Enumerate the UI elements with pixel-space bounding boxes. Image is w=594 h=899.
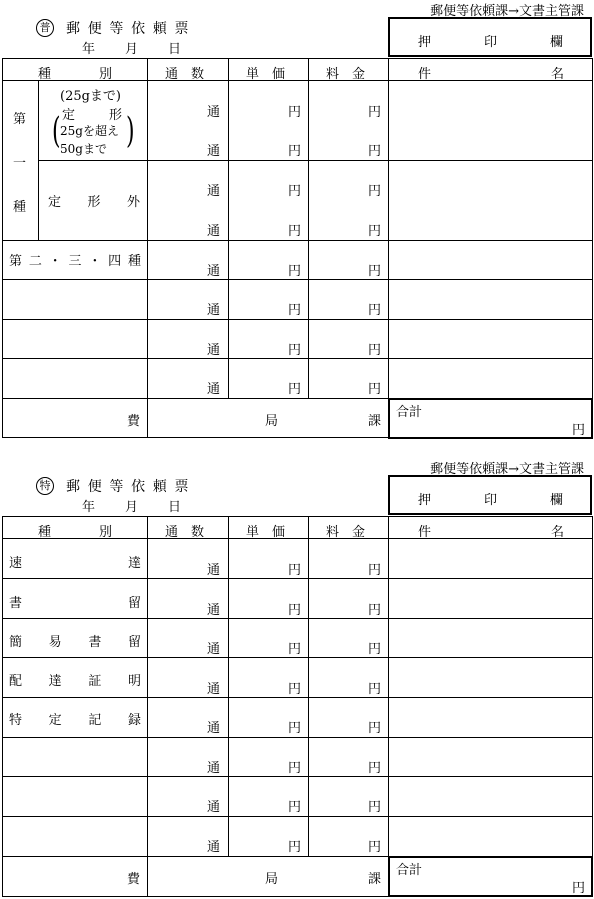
table-rule [2, 319, 592, 320]
unit-yen: 円 [368, 105, 382, 120]
table-rule [2, 776, 592, 777]
stamp-box [388, 17, 592, 57]
row-label-registered [9, 592, 141, 611]
unit-yen: 円 [368, 382, 382, 397]
unit-yen: 円 [368, 840, 382, 855]
routing-label: 郵便等依頼課→文書主管課 [430, 4, 584, 19]
header-subject [418, 63, 564, 82]
table-rule [2, 737, 592, 738]
total-label: 合計 [396, 863, 423, 878]
registered-char-1: 書 [9, 596, 23, 611]
paren-left: ( [52, 112, 61, 153]
standard-label [62, 104, 122, 123]
certified-record-char-1: 特 [9, 713, 23, 728]
footer-bureau: 局 [265, 872, 279, 887]
unit-yen: 円 [368, 603, 382, 618]
unit-yen: 円 [368, 563, 382, 578]
unit-tsu: 通 [207, 603, 221, 618]
registered-char-2: 留 [127, 596, 141, 611]
unit-yen: 円 [368, 224, 382, 239]
header-fee: 料 金 [326, 525, 366, 540]
unit-yen: 円 [368, 184, 382, 199]
form-title [36, 18, 196, 38]
first-class-char-1: 第 [13, 112, 27, 127]
nonstandard-char-2: 形 [87, 195, 101, 210]
year-label: 年 [82, 500, 96, 515]
header-type-1: 種 [38, 525, 52, 540]
table-rule [388, 516, 389, 896]
row-label-express [9, 552, 141, 571]
oc-1: 第 [9, 254, 23, 269]
paren-right: ) [126, 112, 135, 153]
unit-yen: 円 [288, 105, 302, 120]
title-text: 郵便等依頼票 [66, 21, 197, 37]
header-type [38, 63, 112, 82]
row-label-certified-record [9, 709, 141, 728]
nonstandard-char-3: 外 [126, 195, 140, 210]
header-count: 通 数 [165, 525, 205, 540]
header-type-1: 種 [38, 67, 52, 82]
unit-yen: 円 [368, 303, 382, 318]
simple-registered-char-1: 簡 [9, 635, 23, 650]
unit-yen: 円 [288, 761, 302, 776]
table-rule [2, 58, 592, 59]
express-char-1: 速 [9, 556, 23, 571]
unit-yen: 円 [288, 642, 302, 657]
table-rule [2, 358, 592, 359]
table-rule [2, 657, 592, 658]
unit-tsu: 通 [207, 264, 221, 279]
standard-over-note [52, 112, 135, 158]
other-classes-label [9, 250, 141, 269]
header-subject-1: 件 [418, 525, 432, 540]
footer-expense: 費 [127, 872, 141, 887]
table-rule [2, 697, 592, 698]
unit-tsu: 通 [207, 563, 221, 578]
oc-3: ・ [48, 254, 62, 269]
first-class-char-3: 種 [13, 200, 27, 215]
table-rule [2, 516, 3, 896]
unit-tsu: 通 [207, 224, 221, 239]
table-rule [2, 437, 388, 438]
up-to-50g: 50gまで [60, 142, 107, 156]
date-field [82, 38, 181, 57]
table-rule [2, 856, 388, 857]
table-rule [38, 80, 39, 240]
standard-char-2: 形 [108, 108, 122, 123]
unit-yen: 円 [288, 224, 302, 239]
title-text: 郵便等依頼票 [66, 479, 197, 495]
oc-7: 種 [127, 254, 141, 269]
unit-yen: 円 [368, 343, 382, 358]
unit-yen: 円 [288, 603, 302, 618]
table-rule [592, 516, 593, 856]
unit-tsu: 通 [207, 343, 221, 358]
total-yen: 円 [572, 881, 586, 896]
unit-tsu: 通 [207, 144, 221, 159]
table-rule [388, 58, 389, 437]
table-rule [2, 516, 592, 517]
postal-request-form-special [0, 458, 594, 898]
oc-5: ・ [88, 254, 102, 269]
month-label: 月 [125, 42, 139, 57]
unit-yen: 円 [368, 761, 382, 776]
table-rule [147, 58, 148, 437]
month-label: 月 [125, 500, 139, 515]
unit-yen: 円 [288, 800, 302, 815]
day-label: 日 [168, 500, 182, 515]
header-type [38, 521, 112, 540]
delivery-certificate-char-4: 明 [127, 674, 141, 689]
unit-tsu: 通 [207, 682, 221, 697]
table-rule [2, 279, 592, 280]
unit-yen: 円 [368, 642, 382, 657]
postal-request-form-ordinary [0, 0, 594, 440]
footer-expense: 費 [127, 414, 141, 429]
footer-section: 課 [368, 414, 382, 429]
form-title [36, 476, 196, 496]
standard-weight-note: (25gまで) [60, 89, 122, 104]
oc-2: 二 [28, 254, 42, 269]
simple-registered-char-3: 書 [88, 635, 102, 650]
header-subject-2: 名 [550, 525, 564, 540]
certified-record-char-3: 記 [88, 713, 102, 728]
stamp-label-3: 欄 [550, 35, 564, 50]
table-rule [147, 516, 148, 896]
header-type-2: 別 [98, 67, 112, 82]
table-rule [2, 578, 592, 579]
unit-yen: 円 [368, 264, 382, 279]
stamp-box [388, 475, 592, 515]
first-class-char-2: 一 [13, 156, 27, 171]
header-type-2: 別 [98, 525, 112, 540]
ordinary-mail-mark: 普 [36, 19, 54, 37]
nonstandard-char-1: 定 [48, 195, 62, 210]
stamp-label-1: 押 [418, 35, 432, 50]
year-label: 年 [82, 42, 96, 57]
stamp-label-2: 印 [484, 493, 498, 508]
unit-yen: 円 [368, 682, 382, 697]
table-rule [2, 816, 592, 817]
header-subject [418, 521, 564, 540]
unit-yen: 円 [288, 184, 302, 199]
unit-yen: 円 [288, 303, 302, 318]
header-subject-1: 件 [418, 67, 432, 82]
row-label-delivery-certificate [9, 670, 141, 689]
simple-registered-char-2: 易 [48, 635, 62, 650]
unit-yen: 円 [368, 721, 382, 736]
oc-6: 四 [108, 254, 122, 269]
table-rule [2, 896, 388, 897]
express-char-2: 達 [127, 556, 141, 571]
unit-tsu: 通 [207, 303, 221, 318]
unit-yen: 円 [288, 264, 302, 279]
stamp-label-2: 印 [484, 35, 498, 50]
unit-tsu: 通 [207, 642, 221, 657]
table-rule [2, 618, 592, 619]
delivery-certificate-char-2: 達 [48, 674, 62, 689]
header-unit-price: 単 価 [246, 525, 286, 540]
unit-tsu: 通 [207, 840, 221, 855]
unit-tsu: 通 [207, 721, 221, 736]
row-label-simple-registered [9, 631, 141, 650]
certified-record-char-2: 定 [48, 713, 62, 728]
unit-yen: 円 [288, 840, 302, 855]
footer-section: 課 [368, 872, 382, 887]
table-rule [2, 58, 3, 437]
table-rule [592, 58, 593, 398]
unit-tsu: 通 [207, 800, 221, 815]
unit-tsu: 通 [207, 382, 221, 397]
table-rule [38, 160, 592, 161]
unit-yen: 円 [288, 382, 302, 397]
over-25g: 25gを超え [60, 124, 119, 138]
unit-tsu: 通 [207, 184, 221, 199]
unit-yen: 円 [288, 721, 302, 736]
stamp-label-1: 押 [418, 493, 432, 508]
stamp-label-3: 欄 [550, 493, 564, 508]
nonstandard-label [48, 191, 140, 210]
table-rule [228, 58, 229, 398]
header-count: 通 数 [165, 67, 205, 82]
unit-yen: 円 [368, 800, 382, 815]
delivery-certificate-char-1: 配 [9, 674, 23, 689]
table-rule [228, 516, 229, 856]
unit-yen: 円 [368, 144, 382, 159]
total-yen: 円 [572, 423, 586, 438]
unit-yen: 円 [288, 682, 302, 697]
table-rule [308, 516, 309, 856]
footer-bureau: 局 [265, 414, 279, 429]
header-unit-price: 単 価 [246, 67, 286, 82]
simple-registered-char-4: 留 [127, 635, 141, 650]
oc-4: 三 [68, 254, 82, 269]
header-subject-2: 名 [550, 67, 564, 82]
special-mail-mark: 特 [36, 477, 54, 495]
unit-yen: 円 [288, 563, 302, 578]
unit-yen: 円 [288, 144, 302, 159]
day-label: 日 [168, 42, 182, 57]
unit-yen: 円 [288, 343, 302, 358]
unit-tsu: 通 [207, 761, 221, 776]
table-rule [2, 240, 592, 241]
header-fee: 料 金 [326, 67, 366, 82]
date-field [82, 496, 181, 515]
certified-record-char-4: 録 [127, 713, 141, 728]
table-rule [308, 58, 309, 398]
standard-char-1: 定 [62, 108, 76, 123]
unit-tsu: 通 [207, 105, 221, 120]
table-rule [2, 398, 388, 399]
delivery-certificate-char-3: 証 [88, 674, 102, 689]
routing-label: 郵便等依頼課→文書主管課 [430, 462, 584, 477]
total-label: 合計 [396, 405, 423, 420]
